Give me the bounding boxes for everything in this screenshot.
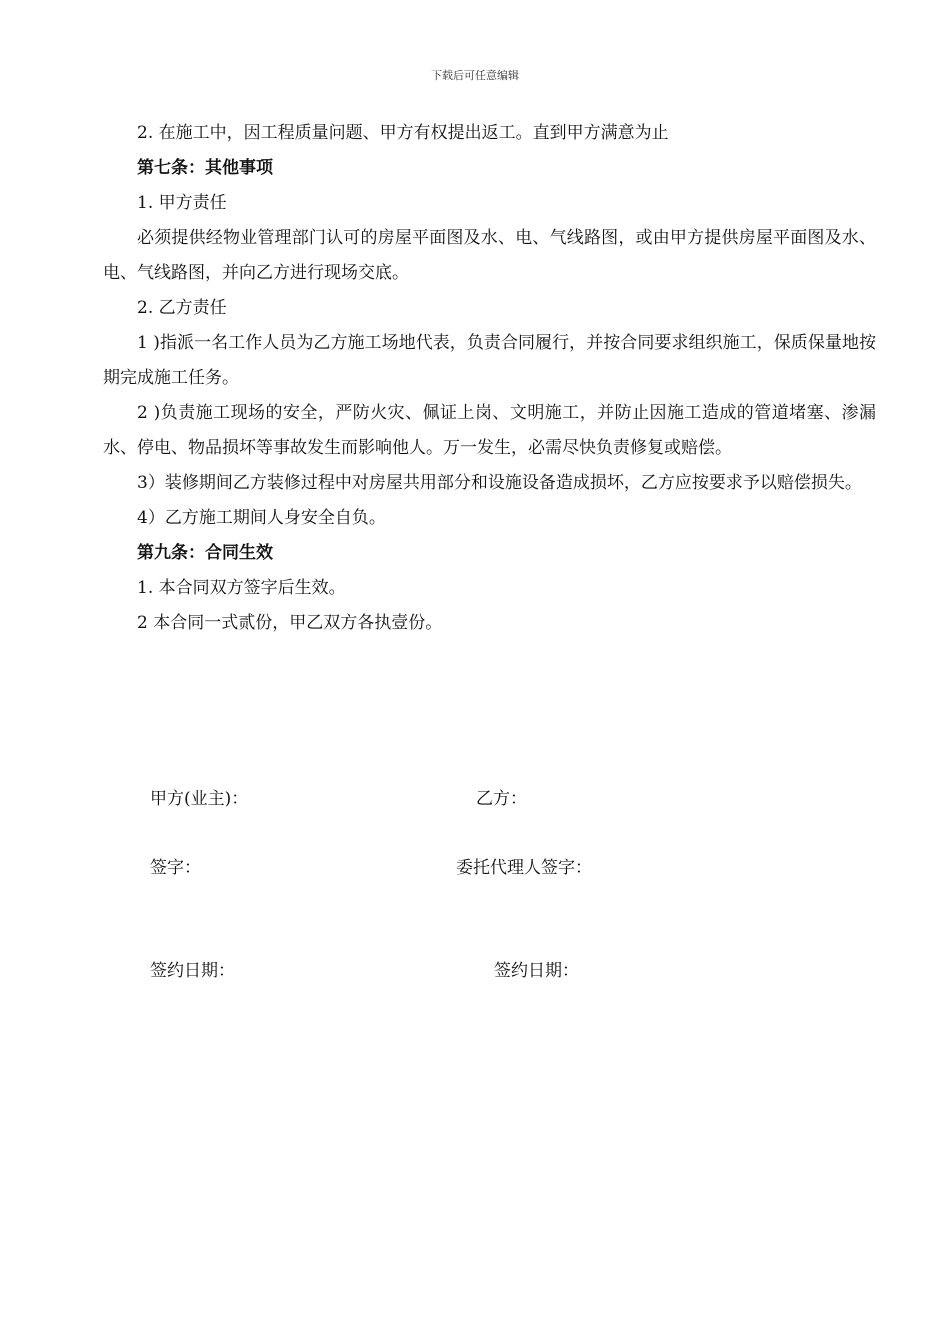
header-note: 下载后可任意编辑 <box>431 69 519 82</box>
paragraph-party-b-title: 2. 乙方责任 <box>137 298 227 318</box>
contract-body <box>103 116 876 641</box>
paragraph-rework: 2. 在施工中，因工程质量问题、甲方有权提出返工。直到甲方满意为止 <box>137 123 669 143</box>
paragraph-party-a-title: 1. 甲方责任 <box>137 193 227 213</box>
paragraph-party-a-duty: 必须提供经物业管理部门认可的房屋平面图及水、电、气线路图，或由甲方提供房屋平面图及水、电、气线路图，并向乙方进行现场交底。 <box>103 228 876 283</box>
section-heading-article-9: 第九条：合同生效 <box>137 543 273 563</box>
paragraph-party-b-duty-2: 2 )负责施工现场的安全，严防火灾、佩证上岗、文明施工，并防止因施工造成的管道堵塞、渗漏水、停电、物品损坏等事故发生而影响他人。万一发生，必需尽快负责修复或赔偿。 <box>103 403 876 458</box>
paragraph-effective-1: 1. 本合同双方签字后生效。 <box>137 578 346 598</box>
sign-label: 签字： <box>150 858 201 878</box>
paragraph-party-b-duty-3: 3）装修期间乙方装修过程中对房屋共用部分和设施设备造成损坏，乙方应按要求予以赔偿损失。 <box>137 473 862 493</box>
paragraph-party-b-duty-1: 1 )指派一名工作人员为乙方施工场地代表，负责合同履行，并按合同要求组织施工，保质保量地按期完成施工任务。 <box>103 333 876 388</box>
agent-sign-label: 委托代理人签字： <box>456 858 592 878</box>
paragraph-party-b-duty-4: 4）乙方施工期间人身安全自负。 <box>137 508 386 528</box>
section-heading-article-7: 第七条：其他事项 <box>137 158 273 178</box>
date-label-party-b: 签约日期： <box>494 961 579 981</box>
date-label-party-a: 签约日期： <box>150 961 235 981</box>
party-a-label: 甲方(业主)： <box>150 789 249 809</box>
party-b-label: 乙方： <box>476 789 527 809</box>
paragraph-effective-2: 2 本合同一式贰份，甲乙双方各执壹份。 <box>137 613 443 633</box>
